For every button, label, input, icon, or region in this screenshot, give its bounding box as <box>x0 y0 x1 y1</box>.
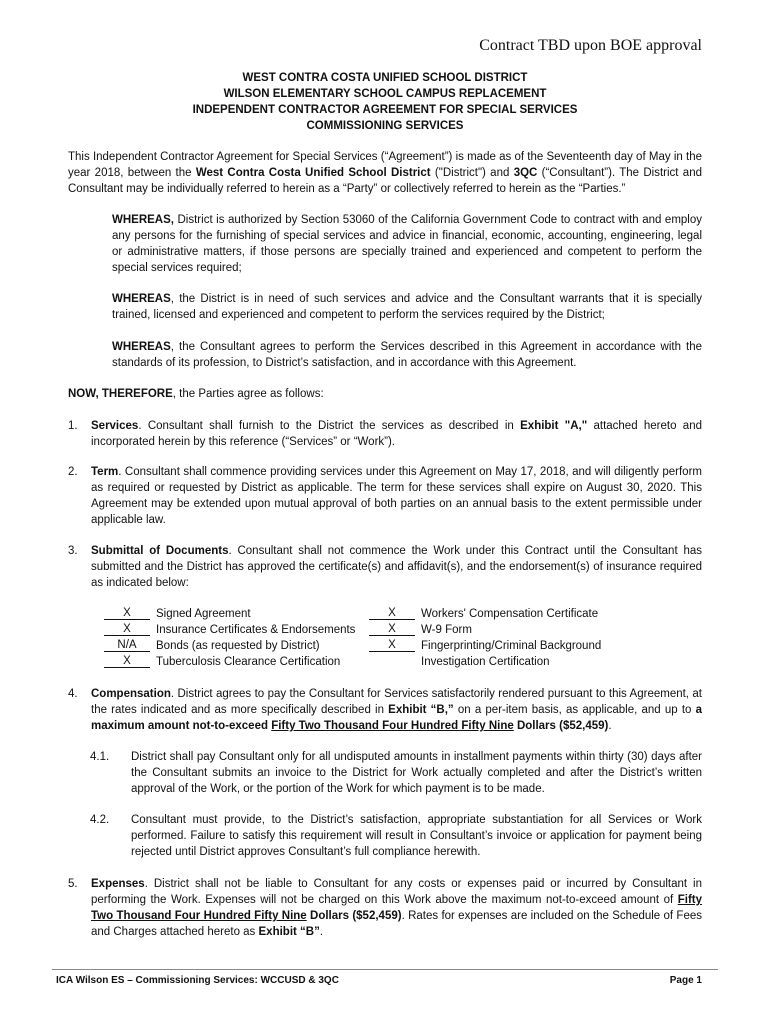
footer-divider <box>52 969 718 970</box>
document-title-block <box>68 70 702 134</box>
approval-stamp: Contract TBD upon BOE approval <box>479 37 702 54</box>
section-term: 2. Term. Consultant shall commence providing services under this Agreement on May 17, 2018, and will diligently perform as required or requested by District as applicable. The term for these services shall expire on August 30, 2020. This Agreement may be extended upon mutual approval of both parties on an annual basis to the extent permissible under applicable law. <box>68 466 702 526</box>
district-name: West Contra Costa Unified School District <box>195 167 431 179</box>
document-item: X Insurance Certificates & Endorsements <box>104 622 355 638</box>
document-checkmark: X <box>104 606 150 620</box>
title-line-district: WEST CONTRA COSTA UNIFIED SCHOOL DISTRICT <box>242 72 528 84</box>
document-checkmark: N/A <box>104 638 150 652</box>
intro-paragraph: This Independent Contractor Agreement for Special Services (“Agreement”) is made as of the Seventeenth day of May in the year 2018, between the West Contra Costa Unified School District ("District") and 3QC (“Consultant”). The District and Consultant may be individually referred to herein as a “Party” or collectively referred to herein as the “Parties.” <box>68 151 702 195</box>
section-submittal-of-documents: 3. Submittal of Documents. Consultant shall not commence the Work under this Contract until the Consultant has submitted and the District has approved the certificate(s) and affidavit(s), and the endorsement(s) of insurance required as indicated below: <box>68 545 702 589</box>
subsection-4-1: 4.1. District shall pay Consultant only for all undisputed amounts in installment payments within thirty (30) days after the Consultant submits an invoice to the District for Work actually completed and after the District’s written approval of the Work, or the portion of the Work for which payment is to be made. <box>90 751 702 795</box>
title-line-services: COMMISSIONING SERVICES <box>306 120 464 132</box>
document-item: X Fingerprinting/Criminal Background <box>369 638 601 654</box>
subsection-4-2: 4.2. Consultant must provide, to the District’s satisfaction, appropriate substantiation for all Services or Work performed. Failure to satisfy this requirement will result in Consultant’s invoice or application for payment being rejected until District approves Consultant’s full compliance herewith. <box>90 814 702 858</box>
footer-document-label: ICA Wilson ES – Commissioning Services: WCCUSD & 3QC <box>56 975 339 986</box>
document-item: X Tuberculosis Clearance Certification <box>104 654 355 670</box>
document-checkmark: X <box>104 622 150 636</box>
document-checkmark: X <box>104 654 150 668</box>
title-line-agreement: INDEPENDENT CONTRACTOR AGREEMENT FOR SPECIAL SERVICES <box>192 104 578 116</box>
documents-left-column <box>104 606 355 670</box>
section-services: 1. Services. Consultant shall furnish to the District the services as described in Exhibit "A," attached hereto and incorporated herein by this reference (“Services” or “Work”). <box>68 420 702 448</box>
document-item: N/A Bonds (as requested by District) <box>104 638 355 654</box>
title-line-project: WILSON ELEMENTARY SCHOOL CAMPUS REPLACEMENT <box>223 88 547 100</box>
document-item: X Signed Agreement <box>104 606 355 622</box>
documents-right-column <box>369 606 601 670</box>
document-checkmark: X <box>369 606 415 620</box>
consultant-name: 3QC <box>513 167 538 179</box>
document-checkmark: X <box>369 622 415 636</box>
whereas-paragraph: WHEREAS, the Consultant agrees to perform the Services described in this Agreement in accordance with the standards of its profession, to District’s satisfaction, and in accordance with this Agreement. <box>112 341 702 369</box>
whereas-paragraph: WHEREAS, District is authorized by Section 53060 of the California Government Code to contract with and employ any persons for the furnishing of special services and advice in financial, economic, accounting, engineering, legal or administrative matters, if those persons are specially trained and experienced and competent to perform the special services required; <box>112 214 702 274</box>
page-number: Page 1 <box>669 975 702 986</box>
document-item: Investigation Certification <box>421 656 550 668</box>
section-expenses: 5. Expenses. District shall not be liable to Consultant for any costs or expenses paid or incurred by Consultant in performing the Work. Expenses will not be charged on this Work above the maximum not-to-exceed amount of Fifty Two Thousand Four Hundred Fifty Nine Dollars ($52,459). Rates for expenses are included on the Schedule of Fees and Charges attached hereto as Exhibit “B”. <box>68 878 702 938</box>
document-item: X W-9 Form <box>369 622 601 638</box>
section-compensation: 4. Compensation. District agrees to pay the Consultant for Services satisfactorily rendered pursuant to this Agreement, at the rates indicated and as more specifically described in Exhibit “B,” on a per-item basis, as applicable, and up to a maximum amount not-to-exceed Fifty Two Thousand Four Hundred Fifty Nine Dollars ($52,459). <box>68 688 703 732</box>
now-therefore-paragraph: NOW, THEREFORE, the Parties agree as follows: <box>68 388 324 400</box>
document-checkmark: X <box>369 638 415 652</box>
compensation-amount-words: Fifty Two Thousand Four Hundred Fifty Nine <box>271 720 514 732</box>
expenses-amount-words: Fifty Two Thousand Four Hundred Fifty Nine <box>91 894 702 922</box>
document-item: X Workers' Compensation Certificate <box>369 606 601 622</box>
whereas-paragraph: WHEREAS, the District is in need of such services and advice and the Consultant warrants that it is specially trained, licensed and experienced and competent to perform the services required by the District; <box>112 293 702 321</box>
